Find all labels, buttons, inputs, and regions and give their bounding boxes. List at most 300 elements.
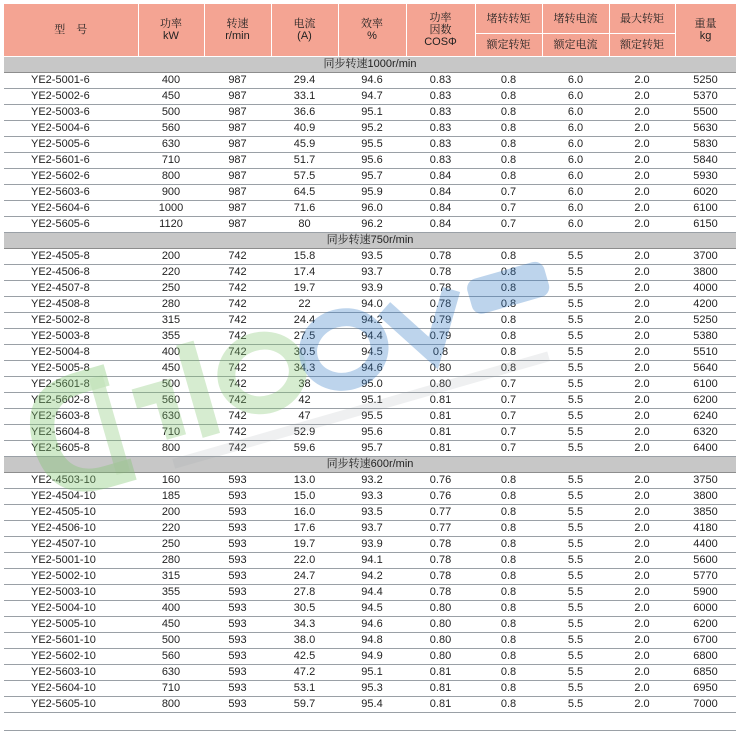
table-cell: 5.5 [542,249,609,265]
table-cell: 0.83 [406,89,475,105]
table-cell: 3800 [675,489,736,505]
table-cell: 0.81 [406,393,475,409]
table-cell: 0.8 [475,249,542,265]
table-cell: 95.4 [338,697,406,713]
table-cell: 30.5 [271,601,338,617]
table-cell: 6020 [675,185,736,201]
table-cell: 0.8 [475,665,542,681]
table-cell: YE2-5003-10 [4,585,138,601]
table-cell: 6950 [675,681,736,697]
table-cell: 1120 [138,217,204,233]
table-cell: 0.8 [406,345,475,361]
table-cell: 250 [138,281,204,297]
table-cell: 5250 [675,313,736,329]
table-cell: 24.7 [271,569,338,585]
table-cell: 6100 [675,377,736,393]
table-cell: 0.78 [406,585,475,601]
table-cell: 0.8 [475,633,542,649]
table-cell: 0.8 [475,649,542,665]
table-cell: 6.0 [542,185,609,201]
table-cell: 593 [204,585,271,601]
header-power-factor: 功率 因数 COSΦ [406,4,475,57]
table-cell: 80 [271,217,338,233]
table-cell: 630 [138,409,204,425]
table-cell: 0.81 [406,425,475,441]
table-cell: 5510 [675,345,736,361]
table-cell: 94.4 [338,329,406,345]
table-cell: 94.1 [338,553,406,569]
table-cell: 710 [138,681,204,697]
table-cell: 2.0 [609,537,675,553]
table-row [4,601,736,617]
table-cell: 0.83 [406,121,475,137]
table-cell: YE2-5003-6 [4,105,138,121]
table-cell: 200 [138,249,204,265]
table-cell: 19.7 [271,281,338,297]
table-cell: 93.2 [338,473,406,489]
table-cell: 2.0 [609,153,675,169]
table-cell: YE2-5005-8 [4,361,138,377]
table-cell: 450 [138,361,204,377]
table-cell: 0.8 [475,329,542,345]
table-cell: YE2-5604-6 [4,201,138,217]
table-cell: 500 [138,105,204,121]
table-cell: 16.0 [271,505,338,521]
table-cell: 5830 [675,137,736,153]
table-row [4,153,736,169]
table-cell: 71.6 [271,201,338,217]
table-cell: 2.0 [609,121,675,137]
table-cell: 710 [138,425,204,441]
table-cell: 51.7 [271,153,338,169]
table-cell: 93.5 [338,505,406,521]
table-row [4,137,736,153]
table-cell: 593 [204,489,271,505]
table-cell: 0.8 [475,345,542,361]
table-cell: 5.5 [542,633,609,649]
table-cell: 5.5 [542,649,609,665]
table-row [4,425,736,441]
table-cell: 250 [138,537,204,553]
table-cell: 0.8 [475,169,542,185]
table-cell: 52.9 [271,425,338,441]
table-cell: 6.0 [542,153,609,169]
table-cell: 2.0 [609,617,675,633]
table-cell: 94.9 [338,649,406,665]
table-cell: 5.5 [542,473,609,489]
table-cell: 0.83 [406,153,475,169]
table-cell: 0.7 [475,441,542,457]
table-cell: 500 [138,633,204,649]
table-cell: 6.0 [542,89,609,105]
table-cell: YE2-5605-10 [4,697,138,713]
table-cell: 0.80 [406,633,475,649]
table-cell: 987 [204,201,271,217]
header-model: 型 号 [4,4,138,57]
table-cell: 40.9 [271,121,338,137]
table-cell: 13.0 [271,473,338,489]
table-cell: 2.0 [609,313,675,329]
table-cell: 0.8 [475,569,542,585]
table-cell: 17.4 [271,265,338,281]
table-cell: YE2-4506-10 [4,521,138,537]
table-cell: 0.7 [475,393,542,409]
table-cell: YE2-5601-8 [4,377,138,393]
table-cell: 0.78 [406,553,475,569]
table-cell: 5.5 [542,505,609,521]
table-cell: 5630 [675,121,736,137]
table-cell: 93.9 [338,281,406,297]
table-cell: 59.7 [271,697,338,713]
table-cell: YE2-5002-8 [4,313,138,329]
table-row [4,489,736,505]
table-cell: YE2-4505-8 [4,249,138,265]
table-row [4,505,736,521]
table-cell: 0.8 [475,697,542,713]
table-cell: 0.83 [406,137,475,153]
table-cell: 5.5 [542,265,609,281]
table-cell: 2.0 [609,217,675,233]
table-cell: 987 [204,217,271,233]
table-cell: 94.0 [338,297,406,313]
header-max-torque-sub: 额定转矩 [609,34,675,57]
table-cell: YE2-4504-10 [4,489,138,505]
table-cell: 280 [138,553,204,569]
table-cell: 0.8 [475,521,542,537]
table-cell: 0.80 [406,361,475,377]
table-cell: 5370 [675,89,736,105]
table-cell: YE2-5604-10 [4,681,138,697]
table-cell: 15.0 [271,489,338,505]
table-cell: 5.5 [542,617,609,633]
table-cell: 0.7 [475,425,542,441]
table-cell: 5.5 [542,489,609,505]
table-cell: YE2-4507-10 [4,537,138,553]
table-cell: 5380 [675,329,736,345]
table-cell: 450 [138,617,204,633]
table-cell: 0.8 [475,473,542,489]
table-cell: 5.5 [542,569,609,585]
table-cell: 5.5 [542,281,609,297]
table-cell: 2.0 [609,425,675,441]
table-cell: 5.5 [542,537,609,553]
header-locked-current: 堵转电流 [542,4,609,34]
table-cell: 0.79 [406,313,475,329]
table-cell: 93.7 [338,521,406,537]
table-cell: 5.5 [542,393,609,409]
table-cell: 5.5 [542,601,609,617]
table-row [4,393,736,409]
table-cell: 500 [138,377,204,393]
table-cell: 5.5 [542,313,609,329]
table-cell: YE2-5601-6 [4,153,138,169]
table-cell: 0.8 [475,585,542,601]
table-cell: 0.8 [475,297,542,313]
table-header [4,4,736,57]
table-cell: 5.5 [542,361,609,377]
table-cell: 742 [204,393,271,409]
table-cell: 95.7 [338,169,406,185]
table-cell: 987 [204,169,271,185]
table-cell: 0.81 [406,697,475,713]
table-row [4,169,736,185]
table-cell: 5.5 [542,297,609,313]
table-cell: 2.0 [609,649,675,665]
table-cell: 987 [204,73,271,89]
table-cell: 6800 [675,649,736,665]
table-cell: 987 [204,153,271,169]
table-cell: 0.78 [406,569,475,585]
table-cell: 593 [204,473,271,489]
table-cell: YE2-5602-6 [4,169,138,185]
table-cell: 742 [204,329,271,345]
table-cell: 6150 [675,217,736,233]
table-cell: 2.0 [609,441,675,457]
table-row [4,617,736,633]
table-cell: 93.3 [338,489,406,505]
table-row [4,217,736,233]
table-cell: 2.0 [609,185,675,201]
table-cell: 0.8 [475,121,542,137]
table-cell: 0.7 [475,377,542,393]
table-cell: 2.0 [609,361,675,377]
table-cell: 95.5 [338,137,406,153]
table-cell: YE2-5605-8 [4,441,138,457]
table-cell: 95.3 [338,681,406,697]
table-cell: 6.0 [542,73,609,89]
table-cell: YE2-5604-8 [4,425,138,441]
table-cell: 4000 [675,281,736,297]
table-cell: 0.77 [406,505,475,521]
table-cell: 6.0 [542,169,609,185]
table-cell: 280 [138,297,204,313]
table-cell: 2.0 [609,505,675,521]
header-locked-current-sub: 额定电流 [542,34,609,57]
table-cell: 45.9 [271,137,338,153]
table-cell: 0.80 [406,649,475,665]
table-cell: 0.8 [475,89,542,105]
table-cell: 0.8 [475,489,542,505]
table-cell: 742 [204,265,271,281]
table-cell: 47.2 [271,665,338,681]
table-cell: 593 [204,681,271,697]
table-cell: 742 [204,361,271,377]
table-cell: 742 [204,281,271,297]
table-cell: 6850 [675,665,736,681]
table-row [4,553,736,569]
table-cell: 2.0 [609,585,675,601]
table-cell: 0.81 [406,441,475,457]
table-cell: 5900 [675,585,736,601]
table-cell: 593 [204,633,271,649]
table-cell: 6.0 [542,105,609,121]
table-cell: 355 [138,329,204,345]
table-cell: 2.0 [609,249,675,265]
table-cell: 2.0 [609,665,675,681]
table-cell: 0.78 [406,265,475,281]
table-cell: 185 [138,489,204,505]
table-cell: 0.78 [406,297,475,313]
table-cell: 2.0 [609,601,675,617]
table-cell: YE2-4503-10 [4,473,138,489]
table-row [4,633,736,649]
table-cell: 742 [204,313,271,329]
table-cell: 95.1 [338,665,406,681]
table-cell: 560 [138,393,204,409]
table-cell: 38 [271,377,338,393]
header-locked-torque-sub: 额定转矩 [475,34,542,57]
table-cell: 630 [138,137,204,153]
table-cell: YE2-5602-8 [4,393,138,409]
table-cell: 6.0 [542,217,609,233]
table-cell: 220 [138,265,204,281]
table-cell: 0.8 [475,537,542,553]
table-cell: YE2-4507-8 [4,281,138,297]
table-cell: 315 [138,313,204,329]
table-cell: 6320 [675,425,736,441]
table-cell: 593 [204,617,271,633]
table-cell: 987 [204,89,271,105]
table-body [4,57,736,731]
table-cell: 4400 [675,537,736,553]
table-cell: 96.0 [338,201,406,217]
table-row [4,377,736,393]
spec-sheet [4,4,718,731]
table-cell: 3800 [675,265,736,281]
table-cell: YE2-5602-10 [4,649,138,665]
header-current: 电流 (A) [271,4,338,57]
table-cell: 22 [271,297,338,313]
table-cell: 2.0 [609,329,675,345]
table-row [4,681,736,697]
section-title: 同步转速1000r/min [4,57,736,73]
table-cell: 2.0 [609,105,675,121]
table-row [4,345,736,361]
table-cell: 95.1 [338,105,406,121]
table-row [4,665,736,681]
table-row [4,73,736,89]
table-cell: 7000 [675,697,736,713]
table-cell: 2.0 [609,473,675,489]
header-power: 功率 kW [138,4,204,57]
table-row [4,649,736,665]
table-cell: YE2-5001-10 [4,553,138,569]
table-cell: 1000 [138,201,204,217]
table-cell: 6000 [675,601,736,617]
table-cell: 0.83 [406,105,475,121]
table-cell: 0.77 [406,521,475,537]
table-cell: 94.2 [338,313,406,329]
motor-spec-table [4,4,737,731]
table-cell: 0.8 [475,553,542,569]
table-cell: YE2-5603-8 [4,409,138,425]
table-cell: 900 [138,185,204,201]
table-cell: 987 [204,185,271,201]
table-cell: 0.80 [406,601,475,617]
table-cell: 17.6 [271,521,338,537]
table-cell: 0.8 [475,265,542,281]
table-cell: 5.5 [542,585,609,601]
table-cell: 593 [204,601,271,617]
table-cell: 42.5 [271,649,338,665]
table-cell: YE2-5003-8 [4,329,138,345]
table-cell: 5.5 [542,409,609,425]
table-cell: 64.5 [271,185,338,201]
table-cell: 4180 [675,521,736,537]
table-cell: 593 [204,537,271,553]
table-cell: 0.81 [406,409,475,425]
table-cell: 27.8 [271,585,338,601]
section-title: 同步转速750r/min [4,233,736,249]
table-cell: 57.5 [271,169,338,185]
table-cell: 0.76 [406,473,475,489]
table-cell: 2.0 [609,553,675,569]
section-header-row [4,57,736,73]
table-row [4,697,736,713]
table-cell: YE2-5601-10 [4,633,138,649]
table-cell: 2.0 [609,681,675,697]
table-cell: 5.5 [542,681,609,697]
table-cell: 94.5 [338,345,406,361]
table-cell: 47 [271,409,338,425]
table-cell: 987 [204,105,271,121]
table-cell: 19.7 [271,537,338,553]
table-cell: 0.76 [406,489,475,505]
table-row [4,473,736,489]
table-cell: 2.0 [609,89,675,105]
table-cell: 742 [204,425,271,441]
table-cell: 5640 [675,361,736,377]
empty-row [4,713,736,731]
table-cell: 94.4 [338,585,406,601]
table-cell: 5.5 [542,521,609,537]
table-cell: 34.3 [271,361,338,377]
table-cell: 0.8 [475,73,542,89]
table-cell: 560 [138,121,204,137]
table-cell: 5.5 [542,377,609,393]
table-cell: 800 [138,169,204,185]
table-cell: 742 [204,249,271,265]
table-cell: YE2-5603-10 [4,665,138,681]
table-cell: 630 [138,665,204,681]
table-cell: YE2-5004-8 [4,345,138,361]
table-cell: 2.0 [609,297,675,313]
table-cell: 5840 [675,153,736,169]
table-cell: 6700 [675,633,736,649]
table-cell: 593 [204,505,271,521]
table-row [4,281,736,297]
table-cell: 5.5 [542,553,609,569]
table-cell: 5.5 [542,329,609,345]
table-cell: 2.0 [609,409,675,425]
header-locked-torque: 堵转转矩 [475,4,542,34]
table-cell: 0.8 [475,361,542,377]
table-cell: 0.84 [406,217,475,233]
table-cell: 94.2 [338,569,406,585]
table-row [4,297,736,313]
table-row [4,201,736,217]
table-row [4,249,736,265]
table-cell: YE2-4506-8 [4,265,138,281]
table-cell: 6100 [675,201,736,217]
table-row [4,313,736,329]
table-cell: YE2-5004-10 [4,601,138,617]
table-cell: 95.5 [338,409,406,425]
table-cell: 95.6 [338,153,406,169]
table-cell: 400 [138,73,204,89]
table-cell: 800 [138,697,204,713]
table-cell: 0.8 [475,313,542,329]
